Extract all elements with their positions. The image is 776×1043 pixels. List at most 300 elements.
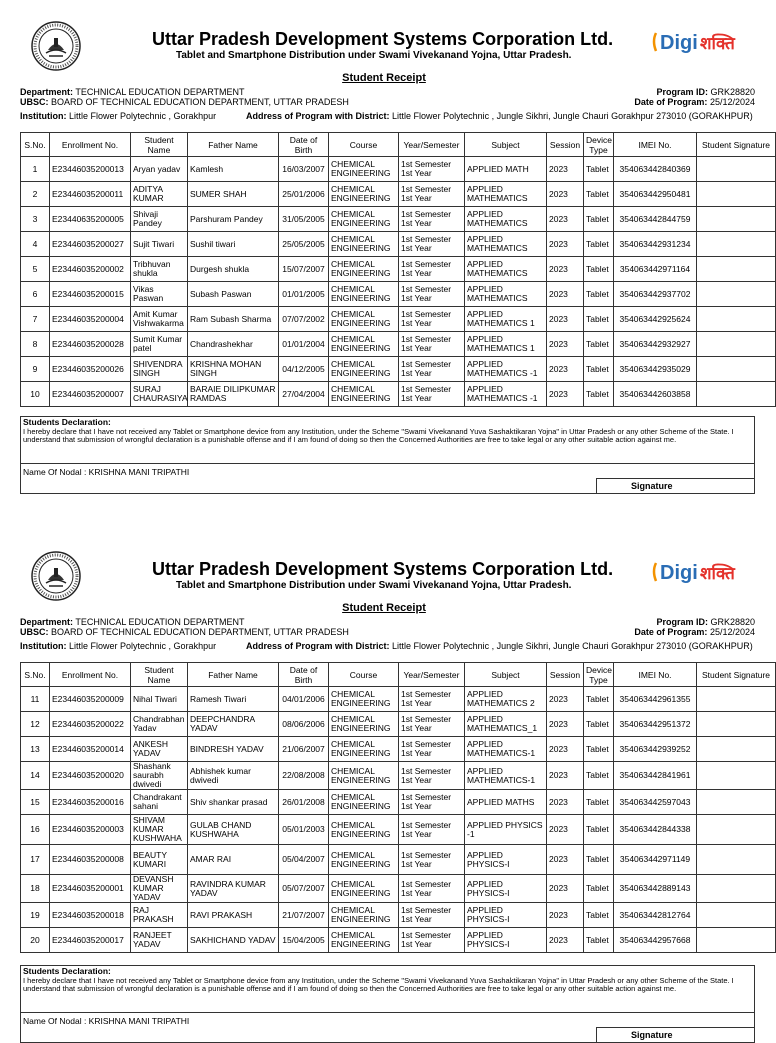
course-cell: CHEMICAL ENGINEERING: [329, 207, 399, 232]
enrollment-cell: E23446035200001: [50, 875, 131, 903]
student-signature-cell: [697, 762, 776, 790]
session-cell: 2023: [547, 875, 584, 903]
dob-cell: 27/04/2004: [279, 382, 329, 407]
dob-cell: 01/01/2005: [279, 282, 329, 307]
year-semester-cell: 1st Semester 1st Year: [399, 712, 465, 737]
nodal-signature-label: Signature: [631, 1030, 673, 1040]
subject-cell: APPLIED MATHEMATICS-1: [465, 737, 547, 762]
program-id-field: [656, 617, 755, 627]
column-header: IMEI No.: [614, 663, 697, 687]
student-name-cell: SHIVENDRA SINGH: [131, 357, 188, 382]
declaration-text: I hereby declare that I have not received any Tablet or Smartphone device from any Institution, under the Scheme "Swami Vivekanand Yuva Sashaktikaran Yojna" in Uttar Pradesh or any other Scheme of the State. I understand that submission of wrongful declaration is a punishable offense and if I am found of doing so then the Concerned Authorities are free to take legal or any other suitable action against me.: [23, 975, 734, 993]
dob-cell: 31/05/2005: [279, 207, 329, 232]
student-name-cell: RAJ PRAKASH: [131, 903, 188, 928]
course-cell: CHEMICAL ENGINEERING: [329, 332, 399, 357]
serial-cell: 5: [21, 257, 50, 282]
father-name-cell: Subash Paswan: [188, 282, 279, 307]
student-name-cell: Nihal Tiwari: [131, 687, 188, 712]
subject-cell: APPLIED MATHEMATICS: [465, 257, 547, 282]
address-field: [246, 641, 753, 651]
address-label: Address of Program with District:: [246, 111, 390, 121]
course-cell: CHEMICAL ENGINEERING: [329, 257, 399, 282]
program-id-label: Program ID:: [656, 617, 708, 627]
device-type-cell: Tablet: [584, 382, 614, 407]
student-signature-cell: [697, 382, 776, 407]
father-name-cell: SUMER SHAH: [188, 182, 279, 207]
serial-cell: 11: [21, 687, 50, 712]
dob-cell: 05/01/2003: [279, 815, 329, 845]
enrollment-cell: E23446035200009: [50, 687, 131, 712]
table-row: [21, 737, 776, 762]
subject-cell: APPLIED PHYSICS -1: [465, 815, 547, 845]
device-type-cell: Tablet: [584, 845, 614, 875]
meta-institution-row: [20, 641, 755, 651]
enrollment-cell: E23446035200003: [50, 815, 131, 845]
session-cell: 2023: [547, 232, 584, 257]
column-header: Student Name: [131, 663, 188, 687]
father-name-cell: DEEPCHANDRA YADAV: [188, 712, 279, 737]
nodal-signature-box: [596, 478, 755, 493]
nodal-signature-label: Signature: [631, 481, 673, 491]
institution-value: Little Flower Polytechnic , Gorakhpur: [69, 641, 217, 651]
serial-cell: 14: [21, 762, 50, 790]
subject-cell: APPLIED PHYSICS-I: [465, 928, 547, 953]
year-semester-cell: 1st Semester 1st Year: [399, 928, 465, 953]
department-value: TECHNICAL EDUCATION DEPARTMENT: [75, 87, 245, 97]
imei-cell: 354063442961355: [614, 687, 697, 712]
table-row: [21, 357, 776, 382]
scheme-subtitle: Tablet and Smartphone Distribution under Swami Vivekanand Yojna, Uttar Pradesh.: [176, 50, 572, 61]
father-name-cell: Abhishek kumar dwivedi: [188, 762, 279, 790]
enrollment-cell: E23440635200005: [50, 207, 131, 232]
subject-cell: APPLIED PHYSICS-I: [465, 845, 547, 875]
dob-cell: 22/08/2008: [279, 762, 329, 790]
program-date-field: [634, 627, 755, 637]
student-name-cell: SHIVAM KUMAR KUSHWAHA: [131, 815, 188, 845]
year-semester-cell: 1st Semester 1st Year: [399, 737, 465, 762]
enrollment-cell: E23446035200014: [50, 737, 131, 762]
department-label: Department:: [20, 617, 74, 627]
subject-cell: APPLIED MATHEMATICS 1: [465, 307, 547, 332]
course-cell: CHEMICAL ENGINEERING: [329, 815, 399, 845]
enrollment-cell: E23446035200016: [50, 790, 131, 815]
serial-cell: 19: [21, 903, 50, 928]
meta-ubsc-row: [20, 627, 755, 637]
serial-cell: 2: [21, 182, 50, 207]
father-name-cell: Sushil tiwari: [188, 232, 279, 257]
logo-text-hindi: शक्ति: [700, 34, 735, 54]
father-name-cell: Chandrashekhar: [188, 332, 279, 357]
dob-cell: 04/01/2006: [279, 687, 329, 712]
year-semester-cell: 1st Semester 1st Year: [399, 282, 465, 307]
year-semester-cell: 1st Semester 1st Year: [399, 382, 465, 407]
digishakti-logo: [650, 557, 760, 587]
subject-cell: APPLIED MATHEMATICS: [465, 232, 547, 257]
session-cell: 2023: [547, 357, 584, 382]
enrollment-cell: E23446035200017: [50, 928, 131, 953]
device-type-cell: Tablet: [584, 157, 614, 182]
student-signature-cell: [697, 928, 776, 953]
corporation-title: Uttar Pradesh Development Systems Corporation Ltd.: [152, 29, 614, 49]
session-cell: 2023: [547, 687, 584, 712]
device-type-cell: Tablet: [584, 332, 614, 357]
logo-text-latin: Digi: [660, 562, 698, 584]
enrollment-cell: E23446035200026: [50, 357, 131, 382]
course-cell: CHEMICAL ENGINEERING: [329, 157, 399, 182]
up-state-emblem-icon: [30, 20, 82, 72]
year-semester-cell: 1st Semester 1st Year: [399, 815, 465, 845]
nodal-name: Name Of Nodal : KRISHNA MANI TRIPATHI: [23, 1016, 190, 1026]
table-row: [21, 282, 776, 307]
student-signature-cell: [697, 157, 776, 182]
column-header: Date of Birth: [279, 133, 329, 157]
corporation-title: Uttar Pradesh Development Systems Corporation Ltd.: [152, 559, 614, 579]
student-name-cell: Amit Kumar Vishwakarma: [131, 307, 188, 332]
imei-cell: 354063442931234: [614, 232, 697, 257]
serial-cell: 20: [21, 928, 50, 953]
imei-cell: 354063442603858: [614, 382, 697, 407]
year-semester-cell: 1st Semester 1st Year: [399, 875, 465, 903]
program-id-value: GRK28820: [710, 87, 755, 97]
father-name-cell: BARAIE DILIPKUMAR RAMDAS: [188, 382, 279, 407]
column-header: Date of Birth: [279, 663, 329, 687]
student-name-cell: Sumit Kumar patel: [131, 332, 188, 357]
serial-cell: 7: [21, 307, 50, 332]
dob-cell: 08/06/2006: [279, 712, 329, 737]
student-signature-cell: [697, 232, 776, 257]
student-name-cell: Shivaji Pandey: [131, 207, 188, 232]
serial-cell: 6: [21, 282, 50, 307]
serial-cell: 9: [21, 357, 50, 382]
enrollment-cell: E23446035200027: [50, 232, 131, 257]
subject-cell: APPLIED PHYSICS-I: [465, 903, 547, 928]
address-value: Little Flower Polytechnic , Jungle Sikhri, Jungle Chauri Gorakhpur 273010 (GORAKHPUR): [392, 111, 753, 121]
table-row: [21, 157, 776, 182]
enrollment-cell: E23446035200028: [50, 332, 131, 357]
dob-cell: 05/04/2007: [279, 845, 329, 875]
program-date-value: 25/12/2024: [709, 97, 755, 107]
serial-cell: 18: [21, 875, 50, 903]
course-cell: CHEMICAL ENGINEERING: [329, 737, 399, 762]
course-cell: CHEMICAL ENGINEERING: [329, 762, 399, 790]
student-name-cell: Shashank saurabh dwivedi: [131, 762, 188, 790]
enrollment-cell: E23446035200018: [50, 903, 131, 928]
table-row: [21, 903, 776, 928]
subject-cell: APPLIED MATH: [465, 157, 547, 182]
enrollment-cell: E23446035200004: [50, 307, 131, 332]
column-header: Student Name: [131, 133, 188, 157]
device-type-cell: Tablet: [584, 307, 614, 332]
student-name-cell: Sujit Tiwari: [131, 232, 188, 257]
serial-cell: 8: [21, 332, 50, 357]
nodal-signature-box: [596, 1027, 755, 1042]
column-header: S.No.: [21, 663, 50, 687]
subject-cell: APPLIED MATHS: [465, 790, 547, 815]
dob-cell: 07/07/2002: [279, 307, 329, 332]
father-name-cell: KRISHNA MOHAN SINGH: [188, 357, 279, 382]
receipt-page-2: [0, 530, 771, 1040]
year-semester-cell: 1st Semester 1st Year: [399, 332, 465, 357]
nodal-section: [20, 464, 755, 494]
dob-cell: 01/01/2004: [279, 332, 329, 357]
course-cell: CHEMICAL ENGINEERING: [329, 903, 399, 928]
imei-cell: 354063442889143: [614, 875, 697, 903]
subject-cell: APPLIED MATHEMATICS 1: [465, 332, 547, 357]
table-row: [21, 232, 776, 257]
dob-cell: 05/07/2007: [279, 875, 329, 903]
device-type-cell: Tablet: [584, 790, 614, 815]
course-cell: CHEMICAL ENGINEERING: [329, 875, 399, 903]
logo-text-latin: Digi: [660, 32, 698, 54]
dob-cell: 16/03/2007: [279, 157, 329, 182]
student-signature-cell: [697, 737, 776, 762]
year-semester-cell: 1st Semester 1st Year: [399, 790, 465, 815]
column-header: Year/Semester: [399, 133, 465, 157]
imei-cell: 354063442932927: [614, 332, 697, 357]
receipt-page-1: [0, 0, 771, 510]
table-row: [21, 257, 776, 282]
serial-cell: 15: [21, 790, 50, 815]
session-cell: 2023: [547, 157, 584, 182]
serial-cell: 10: [21, 382, 50, 407]
imei-cell: 354063442939252: [614, 737, 697, 762]
table-row: [21, 382, 776, 407]
dob-cell: 25/05/2005: [279, 232, 329, 257]
imei-cell: 354063442957668: [614, 928, 697, 953]
student-name-cell: RANJEET YADAV: [131, 928, 188, 953]
year-semester-cell: 1st Semester 1st Year: [399, 257, 465, 282]
student-name-cell: Tribhuvan shukla: [131, 257, 188, 282]
receipt-title: Student Receipt: [342, 72, 426, 84]
student-signature-cell: [697, 903, 776, 928]
department-label: Department:: [20, 87, 74, 97]
student-table: [20, 662, 776, 953]
address-field: [246, 111, 753, 121]
table-row: [21, 307, 776, 332]
address-value: Little Flower Polytechnic , Jungle Sikhri, Jungle Chauri Gorakhpur 273010 (GORAKHPUR): [392, 641, 753, 651]
session-cell: 2023: [547, 207, 584, 232]
year-semester-cell: 1st Semester 1st Year: [399, 157, 465, 182]
session-cell: 2023: [547, 712, 584, 737]
session-cell: 2023: [547, 790, 584, 815]
column-header: Device Type: [584, 663, 614, 687]
device-type-cell: Tablet: [584, 257, 614, 282]
father-name-cell: BINDRESH YADAV: [188, 737, 279, 762]
imei-cell: 354063442812764: [614, 903, 697, 928]
device-type-cell: Tablet: [584, 737, 614, 762]
serial-cell: 3: [21, 207, 50, 232]
student-signature-cell: [697, 207, 776, 232]
session-cell: 2023: [547, 182, 584, 207]
student-signature-cell: [697, 182, 776, 207]
student-signature-cell: [697, 282, 776, 307]
course-cell: CHEMICAL ENGINEERING: [329, 382, 399, 407]
course-cell: CHEMICAL ENGINEERING: [329, 282, 399, 307]
institution-value: Little Flower Polytechnic , Gorakhpur: [69, 111, 217, 121]
table-row: [21, 875, 776, 903]
institution-label: Institution:: [20, 641, 67, 651]
declaration-heading: Students Declaration:: [23, 966, 111, 976]
up-state-emblem-icon: [30, 550, 82, 602]
table-header-row: [21, 663, 776, 687]
column-header: Course: [329, 663, 399, 687]
year-semester-cell: 1st Semester 1st Year: [399, 307, 465, 332]
table-row: [21, 712, 776, 737]
table-row: [21, 845, 776, 875]
student-name-cell: Chandrabhan Yadav: [131, 712, 188, 737]
father-name-cell: Parshuram Pandey: [188, 207, 279, 232]
device-type-cell: Tablet: [584, 875, 614, 903]
student-name-cell: BEAUTY KUMARI: [131, 845, 188, 875]
session-cell: 2023: [547, 928, 584, 953]
students-declaration: [20, 965, 755, 1013]
subject-cell: APPLIED MATHEMATICS_1: [465, 712, 547, 737]
serial-cell: 4: [21, 232, 50, 257]
meta-department-row: [20, 617, 755, 627]
column-header: Course: [329, 133, 399, 157]
ubsc-value: BOARD OF TECHNICAL EDUCATION DEPARTMENT, UTTAR PRADESH: [51, 627, 349, 637]
column-header: Father Name: [188, 663, 279, 687]
enrollment-cell: E23446035200022: [50, 712, 131, 737]
imei-cell: 354063442935029: [614, 357, 697, 382]
column-header: Student Signature: [697, 133, 776, 157]
table-row: [21, 815, 776, 845]
digishakti-logo: [650, 27, 760, 57]
nodal-section: [20, 1013, 755, 1043]
student-signature-cell: [697, 845, 776, 875]
program-id-field: [656, 87, 755, 97]
session-cell: 2023: [547, 903, 584, 928]
logo-text-hindi: शक्ति: [700, 564, 735, 584]
father-name-cell: Kamlesh: [188, 157, 279, 182]
subject-cell: APPLIED MATHEMATICS -1: [465, 357, 547, 382]
father-name-cell: SAKHICHAND YADAV: [188, 928, 279, 953]
year-semester-cell: 1st Semester 1st Year: [399, 845, 465, 875]
student-name-cell: Vikas Paswan: [131, 282, 188, 307]
session-cell: 2023: [547, 382, 584, 407]
imei-cell: 354063442841961: [614, 762, 697, 790]
serial-cell: 16: [21, 815, 50, 845]
course-cell: CHEMICAL ENGINEERING: [329, 357, 399, 382]
student-signature-cell: [697, 357, 776, 382]
column-header: Device Type: [584, 133, 614, 157]
device-type-cell: Tablet: [584, 712, 614, 737]
device-type-cell: Tablet: [584, 815, 614, 845]
program-date-label: Date of Program:: [634, 627, 708, 637]
dob-cell: 25/01/2006: [279, 182, 329, 207]
program-date-field: [634, 97, 755, 107]
session-cell: 2023: [547, 282, 584, 307]
enrollment-cell: E23446035200008: [50, 845, 131, 875]
dob-cell: 21/06/2007: [279, 737, 329, 762]
declaration-heading: Students Declaration:: [23, 417, 111, 427]
enrollment-cell: E23446035200015: [50, 282, 131, 307]
session-cell: 2023: [547, 257, 584, 282]
institution-label: Institution:: [20, 111, 67, 121]
table-row: [21, 207, 776, 232]
year-semester-cell: 1st Semester 1st Year: [399, 357, 465, 382]
meta-institution-row: [20, 111, 755, 121]
student-name-cell: Aryan yadav: [131, 157, 188, 182]
father-name-cell: RAVINDRA KUMAR YADAV: [188, 875, 279, 903]
student-signature-cell: [697, 332, 776, 357]
imei-cell: 354063442937702: [614, 282, 697, 307]
enrollment-cell: E23446035200007: [50, 382, 131, 407]
enrollment-cell: E23446035200011: [50, 182, 131, 207]
imei-cell: 354063442971164: [614, 257, 697, 282]
column-header: Father Name: [188, 133, 279, 157]
session-cell: 2023: [547, 307, 584, 332]
course-cell: CHEMICAL ENGINEERING: [329, 712, 399, 737]
dob-cell: 15/07/2007: [279, 257, 329, 282]
department-value: TECHNICAL EDUCATION DEPARTMENT: [75, 617, 245, 627]
student-name-cell: SURAJ CHAURASIYA: [131, 382, 188, 407]
table-row: [21, 332, 776, 357]
father-name-cell: GULAB CHAND KUSHWAHA: [188, 815, 279, 845]
column-header: Subject: [465, 133, 547, 157]
serial-cell: 17: [21, 845, 50, 875]
serial-cell: 1: [21, 157, 50, 182]
device-type-cell: Tablet: [584, 357, 614, 382]
table-header-row: [21, 133, 776, 157]
column-header: Student Signature: [697, 663, 776, 687]
device-type-cell: Tablet: [584, 207, 614, 232]
subject-cell: APPLIED MATHEMATICS: [465, 282, 547, 307]
table-row: [21, 762, 776, 790]
subject-cell: APPLIED MATHEMATICS 2: [465, 687, 547, 712]
subject-cell: APPLIED MATHEMATICS: [465, 182, 547, 207]
dob-cell: 15/04/2005: [279, 928, 329, 953]
ubsc-label: UBSC:: [20, 97, 49, 107]
year-semester-cell: 1st Semester 1st Year: [399, 207, 465, 232]
imei-cell: 354063442971149: [614, 845, 697, 875]
course-cell: CHEMICAL ENGINEERING: [329, 687, 399, 712]
imei-cell: 354063442925624: [614, 307, 697, 332]
subject-cell: APPLIED MATHEMATICS-1: [465, 762, 547, 790]
student-signature-cell: [697, 875, 776, 903]
year-semester-cell: 1st Semester 1st Year: [399, 232, 465, 257]
meta-department-row: [20, 87, 755, 97]
student-signature-cell: [697, 790, 776, 815]
subject-cell: APPLIED MATHEMATICS -1: [465, 382, 547, 407]
year-semester-cell: 1st Semester 1st Year: [399, 182, 465, 207]
column-header: Year/Semester: [399, 663, 465, 687]
dob-cell: 04/12/2005: [279, 357, 329, 382]
session-cell: 2023: [547, 332, 584, 357]
dob-cell: 26/01/2008: [279, 790, 329, 815]
column-header: Session: [547, 663, 584, 687]
student-signature-cell: [697, 307, 776, 332]
enrollment-cell: E23446035200013: [50, 157, 131, 182]
meta-ubsc-row: [20, 97, 755, 107]
device-type-cell: Tablet: [584, 928, 614, 953]
student-table: [20, 132, 776, 407]
device-type-cell: Tablet: [584, 232, 614, 257]
course-cell: CHEMICAL ENGINEERING: [329, 790, 399, 815]
ubsc-value: BOARD OF TECHNICAL EDUCATION DEPARTMENT, UTTAR PRADESH: [51, 97, 349, 107]
enrollment-cell: E23446035200002: [50, 257, 131, 282]
table-row: [21, 182, 776, 207]
program-date-label: Date of Program:: [634, 97, 708, 107]
declaration-text: I hereby declare that I have not received any Tablet or Smartphone device from any Institution, under the Scheme "Swami Vivekanand Yuva Sashaktikaran Yojna" in Uttar Pradesh or any other Scheme of the State. I understand that submission of wrongful declaration is a punishable offense and if I am found of doing so then the Concerned Authorities are free to take legal or any other suitable action against me.: [23, 426, 734, 444]
serial-cell: 13: [21, 737, 50, 762]
session-cell: 2023: [547, 845, 584, 875]
column-header: Session: [547, 133, 584, 157]
student-signature-cell: [697, 712, 776, 737]
column-header: Enrollment No.: [50, 663, 131, 687]
session-cell: 2023: [547, 737, 584, 762]
dob-cell: 21/07/2007: [279, 903, 329, 928]
